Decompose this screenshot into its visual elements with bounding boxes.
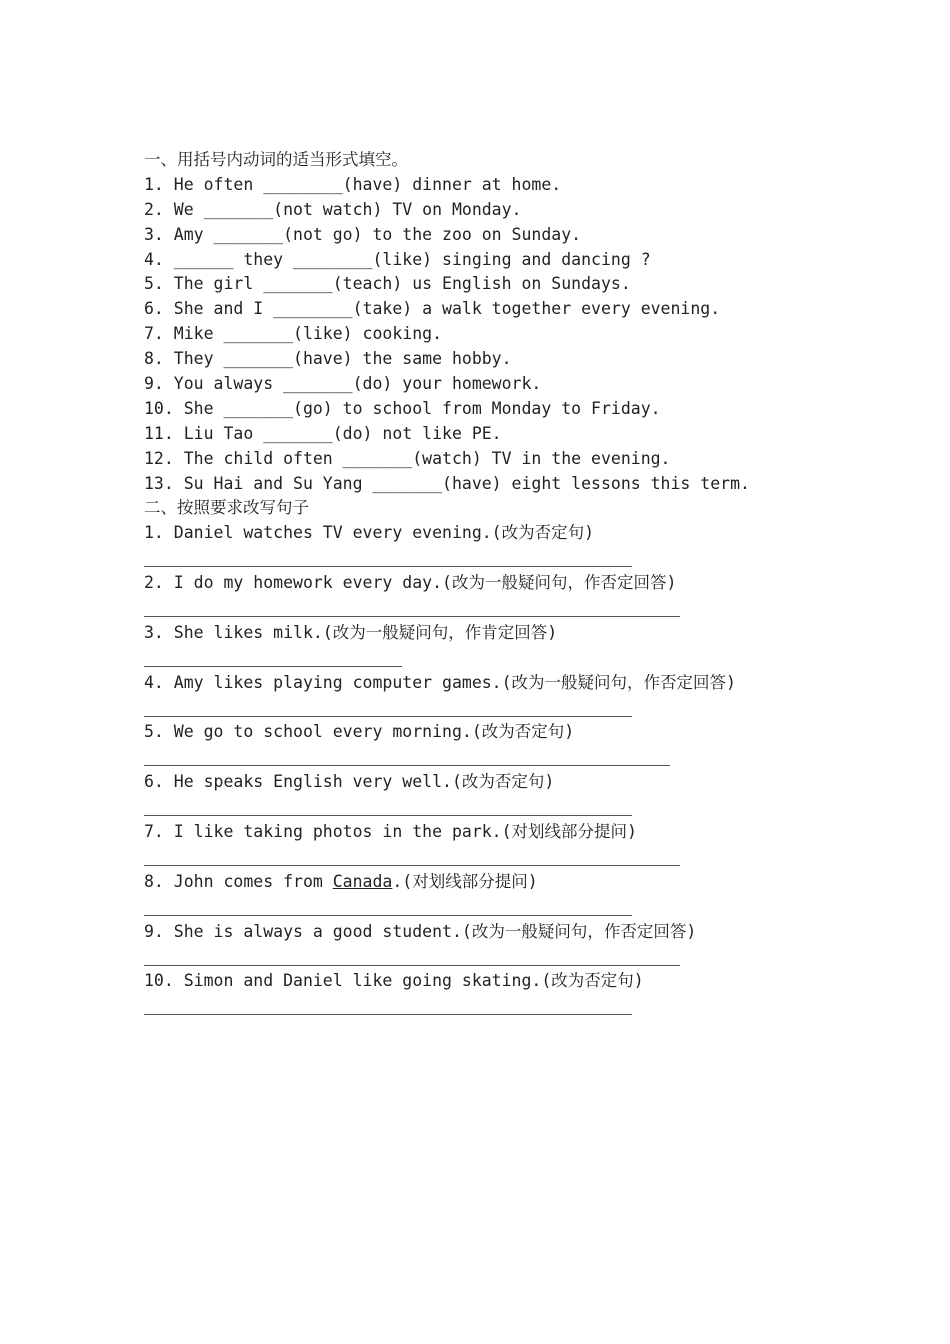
fill-item-3: 3. Amy _______(not go) to the zoo on Sunday. [144,224,582,244]
answer-line-9 [144,945,834,970]
rewrite-item-5: 5. We go to school every morning.(改为否定句) [144,722,575,742]
fill-item-2: 2. We _______(not watch) TV on Monday. [144,199,522,219]
fill-item-9: 9. You always _______(do) your homework. [144,374,542,394]
fill-item-10: 10. She _______(go) to school from Monday to Friday. [144,398,661,418]
rewrite-item-7: 7. I like taking photos in the park.(对划线部分提问) [144,822,637,842]
rewrite-item-10: 10. Simon and Daniel like going skating.(改为否定句) [144,971,644,991]
fill-item-7: 7. Mike _______(like) cooking. [144,324,443,344]
rewrite-item-1: 1. Daniel watches TV every evening.(改为否定句) [144,523,595,543]
fill-item-6: 6. She and I ________(take) a walk together every evening. [144,299,721,319]
answer-line-1 [144,546,834,571]
worksheet [144,148,834,1019]
rewrite-item-2: 2. I do my homework every day.(改为一般疑问句，作否定回答) [144,573,677,593]
rewrite-item-6: 6. He speaks English very well.(改为否定句) [144,772,555,792]
answer-line-10 [144,994,834,1019]
fill-item-8: 8. They _______(have) the same hobby. [144,349,512,369]
fill-item-5: 5. The girl _______(teach) us English on Sundays. [144,274,631,294]
underlined-word: Canada [332,871,393,891]
fill-item-4: 4. ______ they ________(like) singing and dancing ? [144,249,651,269]
fill-item-12: 12. The child often _______(watch) TV in the evening. [144,448,671,468]
rewrite-item-8-pre: 8. John comes from [144,871,333,891]
rewrite-item-3: 3. She likes milk.(改为一般疑问句，作肯定回答) [144,622,558,642]
answer-line-6 [144,795,834,820]
rewrite-item-4: 4. Amy likes playing computer games.(改为一般疑问句，作否定回答) [144,672,736,692]
section1-heading: 一、用括号内动词的适当形式填空。 [144,150,408,169]
answer-line-3 [144,646,834,671]
answer-line-4 [144,696,834,721]
fill-item-1: 1. He often ________(have) dinner at home. [144,174,562,194]
answer-line-8 [144,895,834,920]
section2-heading: 二、按照要求改写句子 [144,498,309,518]
fill-item-13: 13. Su Hai and Su Yang _______(have) eight lessons this term. [144,473,750,493]
rewrite-item-9: 9. She is always a good student.(改为一般疑问句，作否定回答) [144,921,697,941]
answer-line-5 [144,745,834,770]
rewrite-item-8 [144,870,834,895]
answer-line-7 [144,845,834,870]
rewrite-item-8-post: .(对划线部分提问) [392,871,538,891]
fill-item-11: 11. Liu Tao _______(do) not like PE. [144,423,502,443]
answer-line-2 [144,596,834,621]
